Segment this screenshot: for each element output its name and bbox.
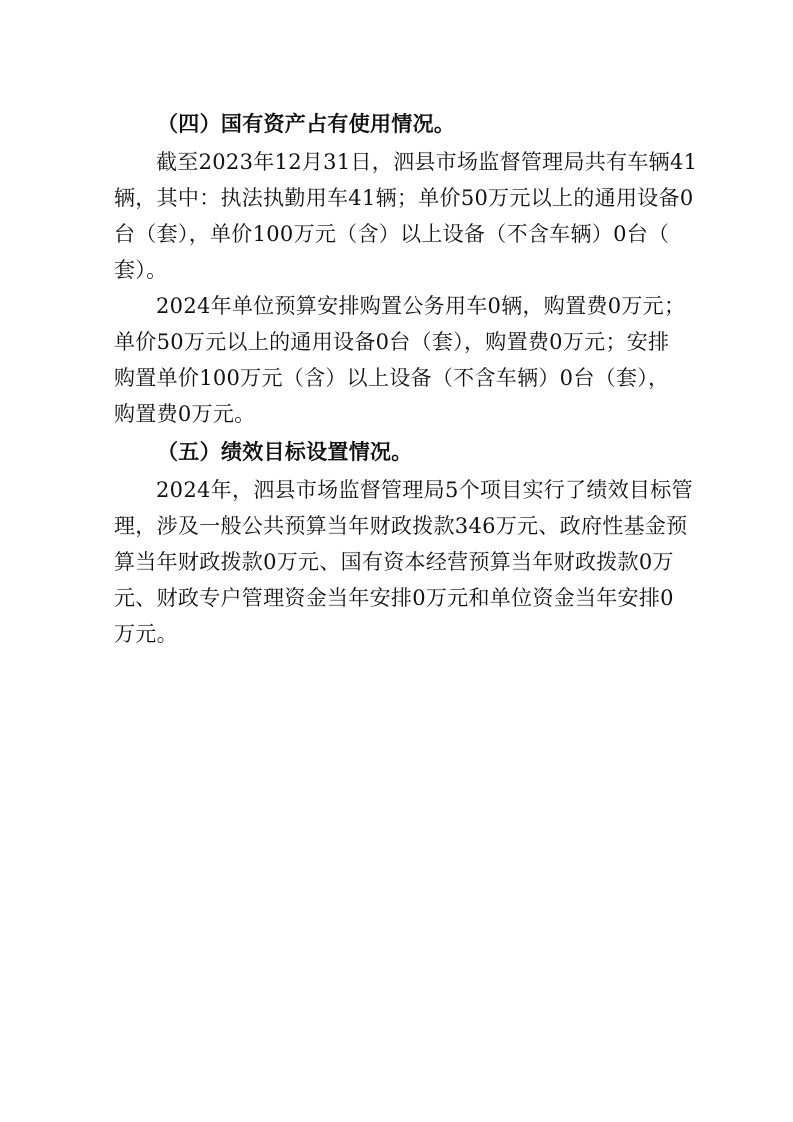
paragraph-purchase-plan [114,288,684,432]
paragraph-line: 2024年，泗县市场监督管理局5个项目实行了绩效目标管 [156,478,693,502]
paragraph-line: 万元。 [114,622,178,646]
paragraph-line: 截至2023年12月31日，泗县市场监督管理局共有车辆41 [156,150,698,174]
paragraph-line: 元、财政专户管理资金当年安排0万元和单位资金当年安排0 [114,586,674,610]
paragraph-line: 套）。 [114,258,168,282]
paragraph-line: 理，涉及一般公共预算当年财政拨款346万元、政府性基金预 [114,514,688,538]
paragraph-line: 购置费0万元。 [114,402,256,426]
paragraph-line: 单价50万元以上的通用设备0台（套），购置费0万元；安排 [114,330,670,354]
section-heading-assets: （四）国有资产占有使用情况。 [157,112,456,136]
paragraph-vehicles-equipment [114,144,698,288]
paragraph-line: 购置单价100万元（含）以上设备（不含车辆）0台（套）， [114,366,670,390]
section-heading-performance: （五）绩效目标设置情况。 [157,440,413,464]
paragraph-line: 辆，其中：执法执勤用车41辆；单价50万元以上的通用设备0 [114,186,694,210]
page-content [114,104,698,652]
paragraph-line: 台（套），单价100万元（含）以上设备（不含车辆）0台（ [114,222,670,246]
paragraph-line: 2024年单位预算安排购置公务用车0辆，购置费0万元； [156,294,686,318]
paragraph-line: 算当年财政拨款0万元、国有资本经营预算当年财政拨款0万 [114,550,674,574]
paragraph-performance-targets [114,472,693,652]
